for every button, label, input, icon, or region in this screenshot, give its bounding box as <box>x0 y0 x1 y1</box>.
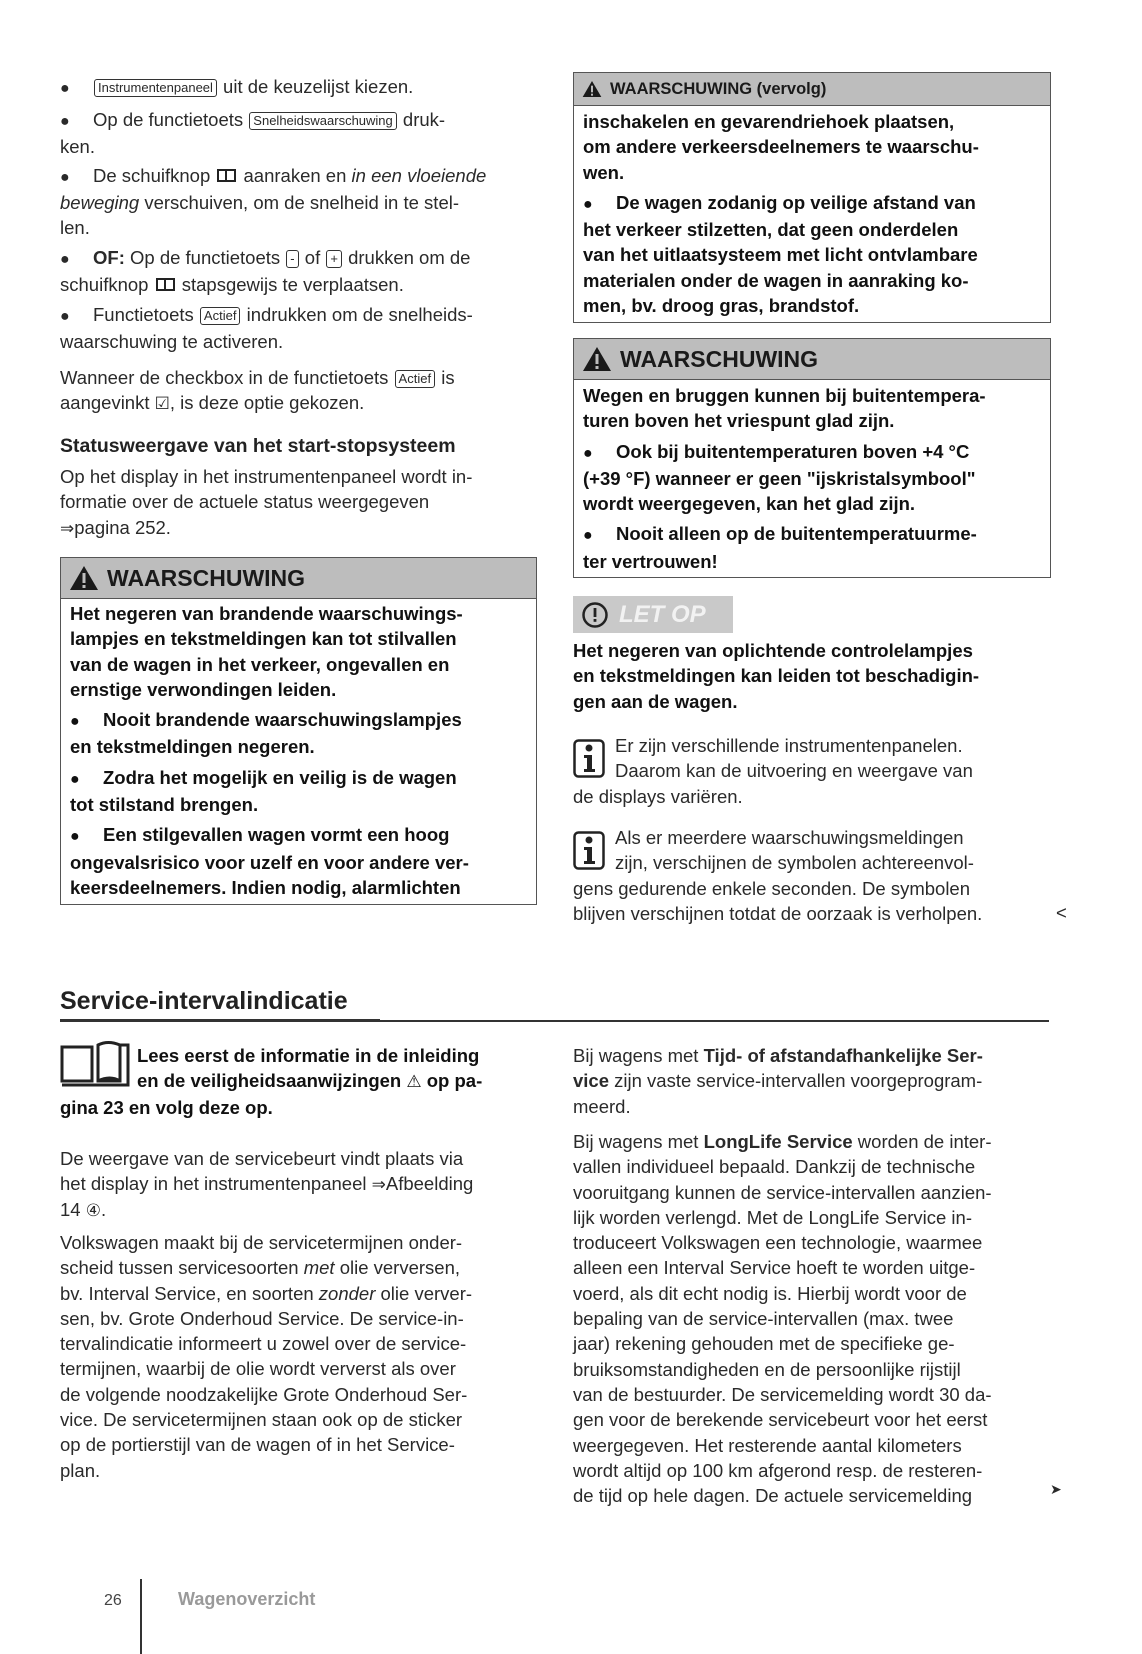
bullet-item <box>60 302 473 355</box>
instruction-slider-drag <box>60 163 486 241</box>
text-line <box>60 1306 472 1331</box>
text-run: aangevinkt <box>60 392 155 414</box>
text-run: worden de inter- <box>852 1131 992 1152</box>
text-line <box>583 217 1059 242</box>
warning-triangle-icon <box>69 565 99 591</box>
text-line <box>70 765 545 792</box>
bold-text: gen aan de wagen. <box>573 690 738 712</box>
text-run: ken. <box>60 135 95 157</box>
text-run: termijnen, waarbij de olie wordt ververst als over <box>60 1358 456 1380</box>
text-run: Afbeelding <box>385 1172 474 1194</box>
circled-4-icon: ④ <box>85 1201 101 1221</box>
continue-arrow-icon: ➤ <box>1050 1481 1062 1497</box>
text-line <box>60 1230 472 1255</box>
text-run: drukken om de <box>342 246 471 268</box>
paragraph <box>583 383 1059 434</box>
text-line <box>583 160 1059 185</box>
bullet-icon: ● <box>70 828 80 846</box>
text-run: schuifknop <box>60 274 154 296</box>
text-line <box>573 1154 992 1179</box>
bold-text: op pa- <box>421 1070 483 1092</box>
warning-triangle-icon <box>582 80 602 98</box>
text-run: bruiksomstandigheden en de persoonlijke rijstijl <box>573 1358 961 1380</box>
bullet-item <box>583 190 1059 318</box>
bullet-icon: ● <box>60 168 70 186</box>
text-line <box>573 825 1049 850</box>
text-line <box>70 792 545 817</box>
text-line <box>60 390 455 416</box>
text-run: De schuifknop <box>93 164 216 186</box>
text-run: . <box>100 1199 107 1221</box>
text-run: Een stilgevallen wagen vormt een hoog <box>103 824 450 846</box>
text-run: inschakelen en gevarendriehoek plaatsen, <box>583 111 955 132</box>
text-run: indrukken om de snelheids- <box>241 303 473 325</box>
paragraph <box>60 365 455 417</box>
text-line <box>60 1171 473 1197</box>
bold-text: en tekstmeldingen kan leiden tot beschadigin- <box>573 665 980 687</box>
text-run: pagina 252. <box>74 516 171 538</box>
text-run: plan. <box>60 1459 101 1481</box>
text-run: vooruitgang kunnen de service-intervallen aanzien- <box>573 1181 992 1203</box>
bullet-item <box>70 822 545 900</box>
bullet-icon: ● <box>60 250 70 268</box>
text-line <box>573 1433 992 1458</box>
text-line <box>60 134 445 159</box>
text-run: bepaling van de service-intervallen (max. twee <box>573 1308 954 1330</box>
bullet-item <box>70 765 545 818</box>
warning-box <box>60 557 537 905</box>
instruction-press-speed-warning <box>60 107 445 160</box>
bullet-item <box>60 163 486 241</box>
info-note-1 <box>573 733 1049 809</box>
warning-continued-header <box>574 73 1050 106</box>
text-run: of <box>299 246 326 268</box>
text-run: scheid tussen servicesoorten <box>60 1257 304 1279</box>
text-line <box>573 850 1049 875</box>
text-run: de tijd op hele dagen. De actuele servicemelding <box>573 1485 973 1507</box>
info-note-2-text <box>573 825 1049 926</box>
text-line <box>60 1432 472 1457</box>
text-line <box>583 439 1059 466</box>
text-line <box>60 329 473 354</box>
text-run: Er zijn verschillende instrumentenpanelen. <box>615 735 963 756</box>
function-key-label: Actief <box>200 307 241 325</box>
text-line <box>60 365 455 390</box>
text-line <box>583 268 1059 293</box>
function-key-label: + <box>326 250 342 268</box>
text-run: stapsgewijs te verplaatsen. <box>176 274 404 296</box>
text-line <box>573 1043 983 1068</box>
slider-icon <box>156 278 175 291</box>
italic-text: zonder <box>318 1282 376 1304</box>
paragraph <box>60 1043 540 1120</box>
text-run: olie verversen, <box>334 1257 461 1279</box>
text-line <box>583 242 1059 267</box>
text-line <box>60 464 472 489</box>
function-key-label: - <box>286 250 298 268</box>
text-run: blijven verschijnen totdat de oorzaak is verholpen. <box>573 902 983 924</box>
text-line <box>60 1068 540 1094</box>
text-run: om andere verkeersdeelnemers te waarschu- <box>583 136 979 158</box>
text-line <box>573 733 1049 758</box>
notice-title: LET OP <box>619 600 706 628</box>
text-run: en tekstmeldingen negeren. <box>70 736 315 758</box>
text-run: zijn, verschijnen de symbolen achtereenvol- <box>615 852 974 874</box>
text-run: Functietoets <box>93 303 199 325</box>
text-run: len. <box>60 217 90 239</box>
text-line <box>573 663 979 688</box>
text-run: vallen individueel bepaald. Dankzij de technische <box>573 1156 976 1178</box>
text-line <box>583 134 1059 159</box>
notice-body <box>573 638 979 714</box>
function-key-label: Actief <box>395 370 436 388</box>
bold-text: Tijd- of afstandafhankelijke Ser- <box>703 1045 983 1066</box>
paragraph <box>573 1129 992 1508</box>
bullet-icon: ● <box>60 307 70 325</box>
text-run: lijk worden verlengd. Met de LongLife Service in- <box>573 1206 972 1228</box>
arrow-right-icon: ⇒ <box>60 518 75 538</box>
bullet-icon: ● <box>583 195 593 213</box>
text-line <box>60 1255 472 1280</box>
text-line <box>60 1197 473 1223</box>
info-icon <box>573 831 605 871</box>
bullet-item <box>60 107 445 160</box>
start-stop-paragraph <box>60 464 472 541</box>
text-run: is <box>436 367 455 388</box>
fixed-service-paragraph <box>573 1043 983 1119</box>
text-line <box>60 1407 472 1432</box>
text-line <box>573 1483 992 1508</box>
paragraph <box>60 1146 473 1224</box>
paragraph <box>60 1230 472 1483</box>
section-title: Service-intervalindicatie <box>60 987 348 1015</box>
text-run: ter vertrouwen! <box>583 550 718 572</box>
page-number: 26 <box>104 1592 122 1609</box>
text-run: Ook bij buitentemperaturen boven +4 °C <box>616 440 970 462</box>
bullet-icon: ● <box>583 444 593 462</box>
text-run: de displays variëren. <box>573 785 743 807</box>
bullet-icon: ● <box>60 80 70 97</box>
text-run: Als er meerdere waarschuwingsmeldingen <box>615 827 964 848</box>
text-run: bv. Interval Service, en soorten <box>60 1282 319 1304</box>
bullet-item <box>60 74 413 101</box>
text-line <box>60 245 470 272</box>
warning-ice-header <box>574 339 1050 380</box>
text-line <box>70 734 545 759</box>
text-run: alleen een Interval Service hoeft te worden uitge- <box>573 1257 976 1279</box>
text-line <box>60 1281 472 1306</box>
text-line <box>573 758 1049 783</box>
text-run: op de portierstijl van de wagen of in het Service- <box>60 1434 455 1456</box>
text-line <box>573 1230 992 1255</box>
text-line <box>573 1205 992 1230</box>
paragraph <box>70 601 545 702</box>
text-run: Daarom kan de uitvoering en weergave van <box>615 760 973 782</box>
bullet-item <box>60 245 470 298</box>
section-divider-accent <box>60 1019 380 1022</box>
text-line <box>583 521 1059 548</box>
text-run: 14 <box>60 1199 86 1221</box>
read-first-text <box>60 1043 540 1120</box>
text-run: verschuiven, om de snelheid in te stel- <box>139 191 460 213</box>
paragraph <box>60 464 472 541</box>
text-line <box>573 689 979 714</box>
text-run: sen, bv. Grote Onderhoud Service. De service-in- <box>60 1307 464 1329</box>
text-run: tervalindicatie informeert u zowel over de service- <box>60 1333 467 1355</box>
text-run: (+39 °F) wanneer er geen "ijskristalsymbool" <box>583 467 976 489</box>
text-run: het verkeer stilzetten, dat geen onderdelen <box>583 219 959 241</box>
text-line <box>70 707 545 734</box>
text-line <box>70 850 545 875</box>
text-run: Bij wagens met <box>573 1045 704 1066</box>
checkbox-note <box>60 365 455 417</box>
bullet-icon: ● <box>60 112 70 130</box>
bullet-item <box>583 521 1059 574</box>
text-line <box>583 190 1059 217</box>
text-run: aanraken en <box>238 164 352 186</box>
text-run: Nooit brandende waarschuwingslampjes <box>103 709 462 731</box>
text-line <box>60 163 486 190</box>
text-run: vice. De servicetermijnen staan ook op de sticker <box>60 1409 463 1431</box>
slider-icon <box>217 169 236 182</box>
warning-title: WAARSCHUWING <box>107 564 306 591</box>
text-line <box>60 1043 540 1068</box>
text-run: materialen onder de wagen in aanraking ko- <box>583 269 969 291</box>
bold-text: Lees eerst de informatie in de inleiding <box>137 1045 480 1066</box>
text-line <box>60 515 472 541</box>
instruction-activate <box>60 302 473 355</box>
text-run: van de wagen in het verkeer, ongevallen en <box>70 653 450 675</box>
instruction-select-instrument-panel <box>60 74 413 101</box>
text-line <box>573 784 1049 809</box>
text-line <box>573 638 979 663</box>
info-note-1-text <box>573 733 1049 809</box>
text-run: De wagen zodanig op veilige afstand van <box>616 191 976 213</box>
longlife-service-paragraph <box>573 1129 992 1508</box>
bullet-item <box>583 439 1059 517</box>
paragraph <box>573 733 1049 809</box>
text-line <box>60 1382 472 1407</box>
text-run: Het negeren van brandende waarschuwings- <box>70 603 463 624</box>
text-line <box>573 1331 992 1356</box>
text-run: Wegen en bruggen kunnen bij buitentempera- <box>583 385 986 406</box>
text-run: ernstige verwondingen leiden. <box>70 678 337 700</box>
text-run: lampjes en tekstmeldingen kan tot stilvallen <box>70 628 457 650</box>
text-line <box>60 272 470 297</box>
service-types-paragraph <box>60 1230 472 1483</box>
notice-header <box>573 596 733 633</box>
text-run: men, bv. droog gras, brandstof. <box>583 295 860 317</box>
text-line <box>70 677 545 702</box>
warning-triangle-icon: ⚠ <box>406 1072 422 1092</box>
book-icon <box>60 1039 130 1087</box>
text-line <box>70 652 545 677</box>
text-run: De weergave van de servicebeurt vindt plaats via <box>60 1147 464 1169</box>
text-run: weergegeven. Het resterende aantal kilometers <box>573 1434 962 1456</box>
text-run: wen. <box>583 161 625 183</box>
text-run: troduceert Volkswagen een technologie, waarmee <box>573 1232 983 1254</box>
italic-text: met <box>303 1257 335 1279</box>
text-run: Zodra het mogelijk en veilig is de wagen <box>103 766 457 788</box>
text-line <box>583 408 1059 433</box>
bold-text: LongLife Service <box>703 1131 853 1152</box>
function-key-label: Instrumentenpaneel <box>94 79 217 97</box>
text-line <box>583 383 1059 408</box>
text-line <box>573 1094 983 1119</box>
warning-body <box>70 601 545 900</box>
paragraph <box>573 825 1049 926</box>
text-line <box>60 1331 472 1356</box>
text-line <box>60 302 473 329</box>
warning-continued-title: WAARSCHUWING (vervolg) <box>610 79 827 98</box>
text-line <box>60 1356 472 1381</box>
text-run: Bij wagens met <box>573 1131 704 1152</box>
text-run: het display in het instrumentenpaneel <box>60 1172 372 1194</box>
text-run: formatie over de actuele status weergegeven <box>60 491 430 513</box>
text-run: turen boven het vriespunt glad zijn. <box>583 410 895 432</box>
text-line <box>573 1407 992 1432</box>
text-run: meerd. <box>573 1095 631 1117</box>
read-first-note <box>60 1043 540 1120</box>
italic-text: in een vloeiende <box>351 164 487 186</box>
text-run: jaar) rekening gehouden met de specifieke ge- <box>573 1333 955 1355</box>
text-line <box>583 549 1059 574</box>
instruction-plus-minus <box>60 245 470 298</box>
bold-text: en de veiligheidsaanwijzingen <box>137 1070 407 1092</box>
function-key-label: Snelheidswaarschuwing <box>249 112 396 130</box>
paragraph <box>573 638 979 714</box>
warning-header <box>61 558 536 599</box>
text-run: uit de keuzelijst kiezen. <box>217 76 414 97</box>
text-line <box>573 876 1049 901</box>
exclamation-circle-icon <box>581 601 609 629</box>
text-line <box>60 1095 540 1120</box>
paragraph <box>583 109 1059 185</box>
text-run: Wanneer de checkbox in de functietoets <box>60 367 394 388</box>
text-line <box>583 466 1059 491</box>
text-run: voerd, als dit echt nodig is. Hierbij wordt voor de <box>573 1282 967 1304</box>
text-line <box>573 1382 992 1407</box>
service-display-paragraph <box>60 1146 473 1224</box>
text-run: de volgende noodzakelijke Grote Onderhoud Ser- <box>60 1383 468 1405</box>
bold-text: Het negeren van oplichtende controlelampjes <box>573 640 973 661</box>
text-line <box>60 74 413 101</box>
bullet-item <box>70 707 545 760</box>
text-run: druk- <box>397 108 446 130</box>
bullet-icon: ● <box>70 770 80 788</box>
bold-text: gina 23 en volg deze op. <box>60 1096 273 1118</box>
text-run: tot stilstand brengen. <box>70 794 259 816</box>
text-run: , is deze optie gekozen. <box>169 392 365 414</box>
text-line <box>60 107 445 134</box>
text-line <box>583 293 1059 318</box>
text-line <box>60 215 486 240</box>
footer-section-name: Wagenoverzicht <box>178 1589 316 1609</box>
text-run: van het uitlaatsysteem met licht ontvlambare <box>583 244 978 266</box>
text-run: keersdeelnemers. Indien nodig, alarmlichten <box>70 876 461 898</box>
text-line <box>573 1068 983 1093</box>
text-line <box>60 489 472 514</box>
warning-continued-body <box>583 109 1059 318</box>
bold-text: OF: <box>93 246 125 268</box>
info-note-2 <box>573 825 1049 926</box>
warning-ice-title: WAARSCHUWING <box>620 345 819 372</box>
text-line <box>573 1255 992 1280</box>
text-line <box>70 875 545 900</box>
text-line <box>583 491 1059 516</box>
text-run: van de bestuurder. De servicemelding wordt 30 da- <box>573 1383 992 1405</box>
bullet-icon: ● <box>70 713 80 731</box>
text-run: Nooit alleen op de buitentemperatuurme- <box>616 523 977 545</box>
text-line <box>573 1180 992 1205</box>
text-line <box>60 1458 472 1483</box>
text-line <box>573 901 1049 926</box>
text-line <box>60 1146 473 1171</box>
text-line <box>60 190 486 215</box>
info-icon <box>573 739 605 779</box>
text-run: zijn vaste service-intervallen voorgeprogram- <box>609 1070 983 1092</box>
end-of-section-mark: < <box>1056 902 1067 923</box>
text-line <box>573 1129 992 1154</box>
arrow-right-icon: ⇒ <box>371 1174 386 1194</box>
text-line <box>70 822 545 849</box>
text-run: waarschuwing te activeren. <box>60 331 284 353</box>
warning-continued-box <box>573 72 1051 323</box>
italic-text: beweging <box>60 191 140 213</box>
text-run: gens gedurende enkele seconden. De symbolen <box>573 877 971 899</box>
text-run: ongevalsrisico voor uzelf en voor andere ver- <box>70 851 469 873</box>
text-line <box>573 1281 992 1306</box>
checkbox-checked-icon: ☑ <box>154 394 170 414</box>
subheading-start-stop: Statusweergave van het start-stopsysteem <box>60 435 456 457</box>
text-line <box>573 1357 992 1382</box>
bold-text: vice <box>573 1070 610 1092</box>
text-line <box>573 1458 992 1483</box>
text-line <box>573 1306 992 1331</box>
warning-ice-box <box>573 338 1051 578</box>
text-line <box>583 109 1059 134</box>
bullet-icon: ● <box>583 527 593 545</box>
footer-divider <box>140 1579 142 1654</box>
text-run: wordt weergegeven, kan het glad zijn. <box>583 493 916 515</box>
text-line <box>70 626 545 651</box>
text-line <box>70 601 545 626</box>
text-run: Op de functietoets <box>93 108 249 130</box>
text-run: Volkswagen maakt bij de servicetermijnen onder- <box>60 1232 463 1253</box>
text-run: Op de functietoets <box>124 246 286 268</box>
paragraph <box>573 1043 983 1119</box>
warning-triangle-icon <box>582 346 612 372</box>
warning-ice-body <box>583 383 1059 574</box>
text-run: Op het display in het instrumentenpaneel wordt in- <box>60 466 473 487</box>
text-run: gen voor de berekende servicebeurt voor het eerst <box>573 1409 988 1431</box>
text-run: olie verver- <box>375 1282 473 1304</box>
text-run: wordt altijd op 100 km afgerond resp. de resteren- <box>573 1459 983 1481</box>
